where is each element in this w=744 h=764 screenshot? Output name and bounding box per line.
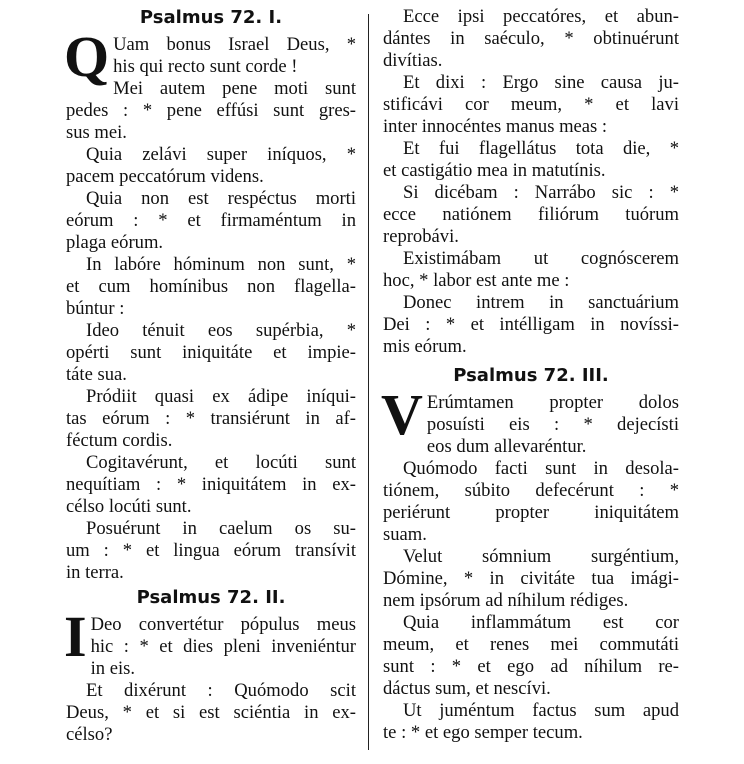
verse-line: eórum : * et firmaméntum in — [66, 210, 356, 231]
verse-line: pedes : * pene effúsi sunt gres- — [66, 100, 356, 121]
verse-line: dántes in saéculo, * obtinuérunt — [383, 28, 679, 49]
verse-line: um : * et lingua eórum transívit — [66, 540, 356, 561]
verse-line: Pródiit quasi ex ádipe iníqui- — [86, 386, 356, 407]
psalm-2-text — [66, 680, 356, 746]
psalm-3-opening — [381, 382, 679, 458]
verse-line: te : * et ego semper tecum. — [383, 722, 583, 743]
verse-line: Dei : * et intélligam in novíssi- — [383, 314, 679, 335]
verse-line: sunt : * et ego ad níhilum re- — [383, 656, 679, 677]
verse-line: Donec intrem in sanctuárium — [403, 292, 679, 313]
verse-line: nem ipsórum ad níhilum rédiges. — [383, 590, 629, 611]
verse-line: Ideo ténuit eos supérbia, * — [86, 320, 356, 341]
opening-line: in eis. — [90, 658, 135, 679]
verse-line: reprobávi. — [383, 226, 459, 247]
psalm-heading-2: Psalmus 72. II. — [136, 587, 286, 608]
opening-line: eos dum allevaréntur. — [426, 436, 587, 457]
verse-line: tas eórum : * transiérunt in af- — [66, 408, 356, 429]
verse-line: in terra. — [66, 562, 124, 583]
verse-line: dáctus sum, et nescívi. — [383, 678, 551, 699]
drop-cap-initial: V — [381, 382, 423, 447]
opening-line: his qui recto sunt corde ! — [113, 56, 298, 77]
verse-line: Quómodo facti sunt in desola- — [403, 458, 679, 479]
verse-line: tiónem, súbito defecérunt : * — [383, 480, 679, 501]
verse-line: inter innocéntes manus meas : — [383, 116, 608, 137]
verse-line: mis eórum. — [383, 336, 467, 357]
verse-line: Velut sómnium surgéntium, — [403, 546, 679, 567]
psalm-1-text — [66, 78, 356, 584]
drop-cap-initial: I — [64, 604, 87, 669]
verse-line: Ecce ipsi peccatóres, et abun- — [403, 6, 679, 27]
verse-line: táte sua. — [66, 364, 127, 385]
drop-cap-initial: Q — [64, 24, 110, 89]
verse-line: célso? — [66, 724, 113, 745]
verse-line: féctum cordis. — [66, 430, 173, 451]
verse-line: hoc, * labor est ante me : — [383, 270, 570, 291]
left-column — [66, 6, 356, 746]
verse-line: opérti sunt iniquitáte et impie- — [66, 342, 356, 363]
verse-line: Deus, * et si est sciéntia in ex- — [66, 702, 356, 723]
verse-line: nequítiam : * iniquitátem in ex- — [66, 474, 356, 495]
verse-line: suam. — [383, 524, 427, 545]
verse-line: Quia non est respéctus morti — [86, 188, 356, 209]
verse-line: stificávi cor meum, * et lavi — [383, 94, 679, 115]
verse-line: Quia inflammátum est cor — [403, 612, 679, 633]
verse-line: In labóre hóminum non sunt, * — [86, 254, 356, 275]
verse-line: Si dicébam : Narrábo sic : * — [403, 182, 679, 203]
verse-line: pacem peccatórum videns. — [66, 166, 264, 187]
verse-line: Ut juméntum factus sum apud — [403, 700, 679, 721]
psalm-2-continuation — [383, 6, 679, 358]
verse-line: sus mei. — [66, 122, 127, 143]
verse-line: Existimábam ut cognóscerem — [403, 248, 679, 269]
verse-line: Et fui flagellátus tota die, * — [403, 138, 679, 159]
verse-line: Dómine, * in civitáte tua imági- — [383, 568, 679, 589]
psalm-heading-1: Psalmus 72. I. — [139, 7, 283, 28]
verse-line: et castigátio mea in matutínis. — [383, 160, 606, 181]
column-divider — [368, 14, 369, 750]
verse-line: Quia zelávi super iníquos, * — [86, 144, 356, 165]
opening-line: Erúmtamen propter dolos — [426, 392, 679, 413]
verse-line: Et dixérunt : Quómodo scit — [86, 680, 356, 701]
opening-line: Uam bonus Israel Deus, * — [113, 34, 356, 55]
verse-line: meum, et renes mei commutáti — [383, 634, 679, 655]
verse-line: Mei autem pene moti sunt — [113, 78, 356, 99]
opening-line: posuísti eis : * dejecísti — [426, 414, 679, 435]
verse-line: Cogitavérunt, et locúti sunt — [86, 452, 356, 473]
verse-line: divítias. — [383, 50, 443, 71]
psalm-heading-3: Psalmus 72. III. — [453, 365, 609, 386]
opening-line: Deo convertétur pópulus meus — [90, 614, 356, 635]
verse-line: periérunt propter iniquitátem — [383, 502, 679, 523]
verse-line: et cum homínibus non flagella- — [66, 276, 356, 297]
verse-line: célso locúti sunt. — [66, 496, 192, 517]
psalm-2-opening — [64, 604, 356, 680]
verse-line: Et dixi : Ergo sine causa ju- — [403, 72, 679, 93]
psalm-3-text — [383, 458, 679, 744]
verse-line: plaga eórum. — [66, 232, 164, 253]
verse-line: búntur : — [66, 298, 125, 319]
verse-line: ecce natiónem filiórum tuórum — [383, 204, 679, 225]
right-column — [383, 6, 679, 744]
opening-line: hic : * et dies pleni inveniéntur — [90, 636, 356, 657]
verse-line: Posuérunt in caelum os su- — [86, 518, 356, 539]
